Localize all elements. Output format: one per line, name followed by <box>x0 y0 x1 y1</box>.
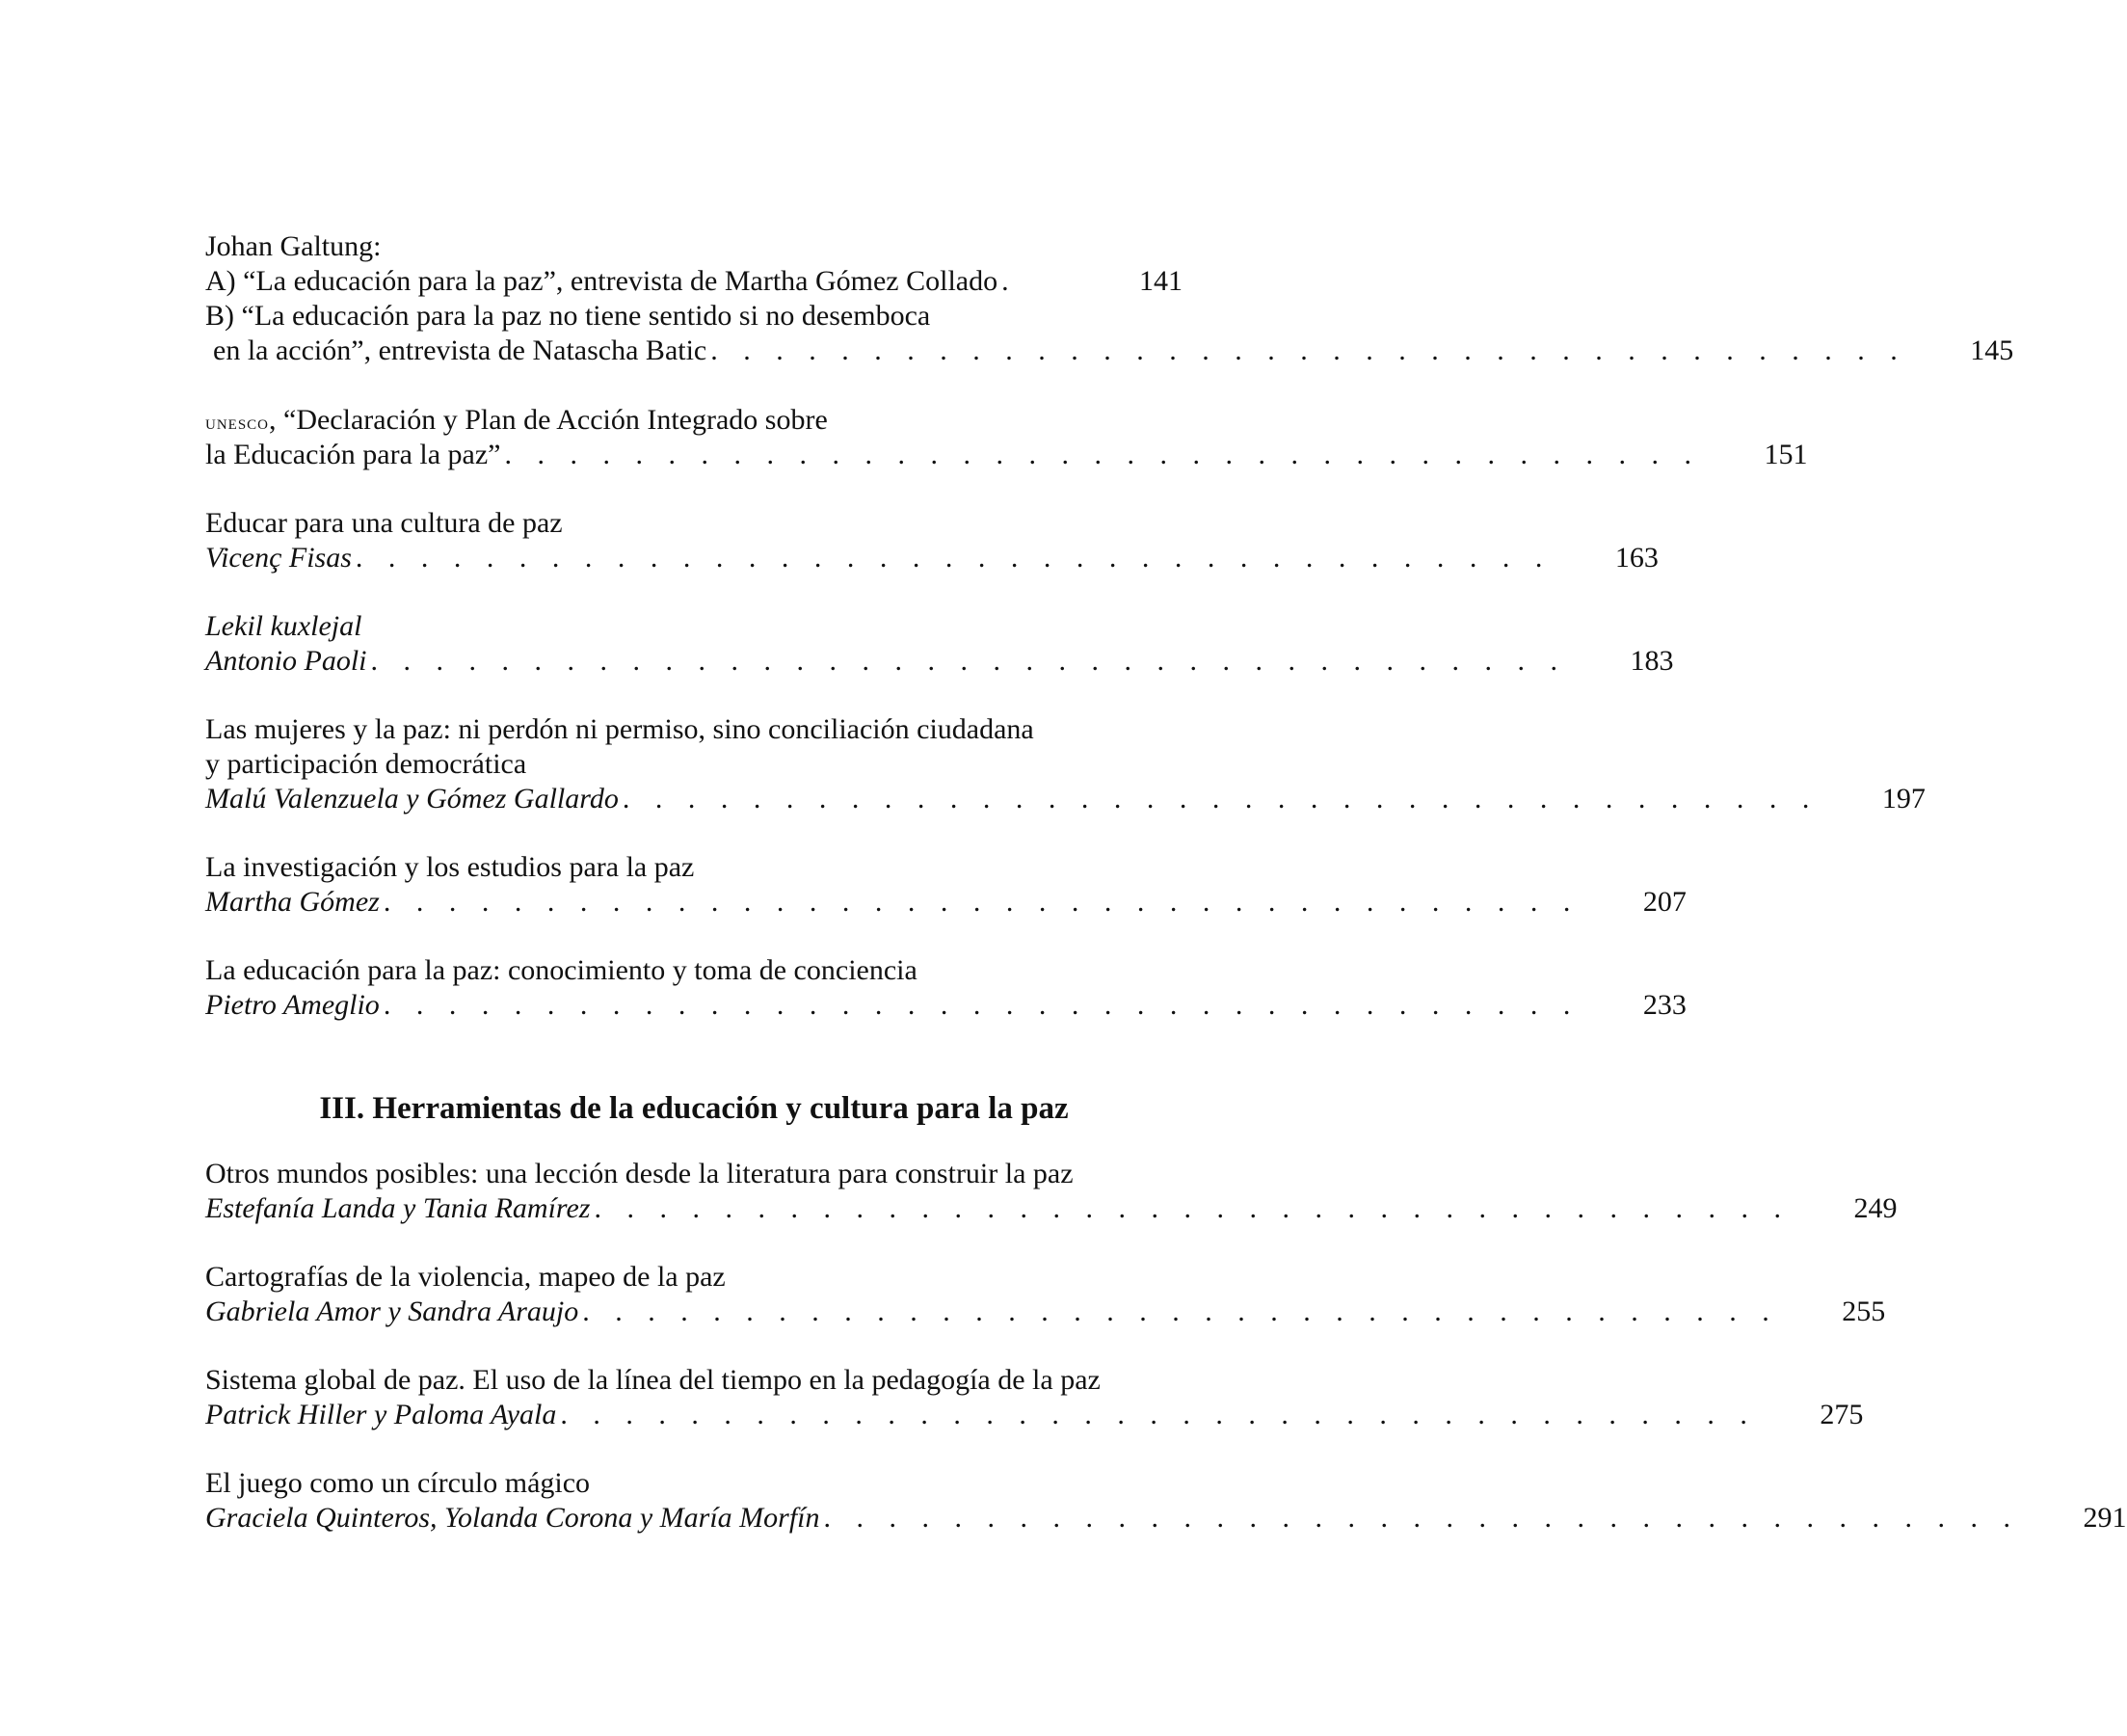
dot-leader: . . . . . . . . . . . . . . . . . . . . . . . . . . . . . . . . . . . . . <box>710 334 1907 366</box>
toc-entry-title-line <box>205 506 1183 543</box>
toc-author-line <box>205 229 1183 266</box>
dot-leader: . <box>1001 265 1019 297</box>
toc-entry[interactable] <box>205 885 1687 921</box>
entry-title: , “Declaración y Plan de Acción Integrado sobre <box>269 404 828 436</box>
page-number: 163 <box>1614 542 1659 574</box>
toc-entry[interactable] <box>205 1501 2127 1537</box>
toc-entry[interactable] <box>205 1191 1898 1228</box>
toc-entry-title-line <box>205 1466 1183 1503</box>
toc-entry-title-line <box>205 609 1183 646</box>
toc-entry-title-line <box>205 850 1183 887</box>
dot-leader: . . . . . . . . . . . . . . . . . . . . . . . . . . . . . . . . . . . . . <box>504 439 1701 470</box>
page-number: 207 <box>1642 886 1687 918</box>
toc-entry-galtung-a[interactable] <box>205 264 1183 301</box>
entry-author: Malú Valenzuela y Gómez Gallardo <box>205 783 619 815</box>
entry-title: Cartografías de la violencia, mapeo de la paz <box>205 1261 726 1293</box>
dot-leader: . . . . . . . . . . . . . . . . . . . . . . . . . . . . . . . . . . . . . <box>370 645 1567 677</box>
entry-title: La investigación y los estudios para la paz <box>205 851 695 883</box>
entry-title: A) “La educación para la paz”, entrevista de Martha Gómez Collado <box>205 265 998 297</box>
org-name: unesco <box>205 410 270 434</box>
entry-title: El juego como un círculo mágico <box>205 1467 591 1499</box>
entry-author: Gabriela Amor y Sandra Araujo <box>205 1295 579 1327</box>
toc-entry-unesco[interactable] <box>205 438 1808 474</box>
page-number: 141 <box>1139 265 1183 297</box>
toc-entry-title-line <box>205 299 1183 335</box>
entry-title: Lekil kuxlejal <box>205 610 362 642</box>
toc-entry[interactable] <box>205 541 1659 577</box>
entry-author: Martha Gómez <box>205 886 380 918</box>
dot-leader: . . . . . . . . . . . . . . . . . . . . . . . . . . . . . . . . . . . . . <box>560 1399 1757 1430</box>
entry-author: Estefanía Landa y Tania Ramírez <box>205 1192 591 1224</box>
toc-entry-title-line <box>205 403 1183 440</box>
entry-title: la Educación para la paz” <box>205 439 501 470</box>
toc-entry[interactable] <box>205 644 1674 681</box>
entry-title: La educación para la paz: conocimiento y toma de conciencia <box>205 954 917 986</box>
page-number: 183 <box>1630 645 1674 677</box>
toc-entry-title-line <box>205 1363 1183 1400</box>
page-number: 255 <box>1842 1295 1886 1327</box>
toc-entry-title-line <box>205 712 1183 749</box>
entry-title: Sistema global de paz. El uso de la línea del tiempo en la pedagogía de la paz <box>205 1364 1101 1396</box>
entry-author: Vicenç Fisas <box>205 542 352 574</box>
dot-leader: . . . . . . . . . . . . . . . . . . . . . . . . . . . . . . . . . . . . . <box>383 989 1580 1021</box>
dot-leader: . . . . . . . . . . . . . . . . . . . . . . . . . . . . . . . . . . . . . <box>594 1192 1791 1224</box>
entry-title: en la acción”, entrevista de Natascha Batic <box>213 334 707 366</box>
toc-entry-title-line <box>205 953 1183 990</box>
entry-author: Graciela Quinteros, Yolanda Corona y María Morfín <box>205 1502 820 1534</box>
entry-title: Las mujeres y la paz: ni perdón ni permiso, sino conciliación ciudadana <box>205 713 1034 745</box>
toc-entry[interactable] <box>205 1295 1886 1331</box>
toc-entry-galtung-b[interactable] <box>205 334 2014 370</box>
dot-leader: . . . . . . . . . . . . . . . . . . . . . . . . . . . . . . . . . . . . . <box>355 542 1552 574</box>
entry-title: Otros mundos posibles: una lección desde la literatura para construir la paz <box>205 1158 1074 1189</box>
page-number: 197 <box>1881 783 1926 815</box>
toc-entry-title-line <box>205 1260 1183 1296</box>
dot-leader: . . . . . . . . . . . . . . . . . . . . . . . . . . . . . . . . . . . . . <box>622 783 1819 815</box>
section-heading: III. Herramientas de la educación y cultura para la paz <box>319 1091 1069 1126</box>
dot-leader: . . . . . . . . . . . . . . . . . . . . . . . . . . . . . . . . . . . . . <box>823 1502 2020 1534</box>
toc-entry-title-line <box>205 747 1183 784</box>
page-number: 275 <box>1820 1399 1864 1430</box>
entry-author: Antonio Paoli <box>205 645 367 677</box>
entry-title: B) “La educación para la paz no tiene sentido si no desemboca <box>205 300 931 332</box>
page-number: 249 <box>1853 1192 1898 1224</box>
author-name: Johan Galtung: <box>205 230 382 262</box>
page-number: 145 <box>1970 334 2014 366</box>
page-number: 291 <box>2083 1502 2127 1534</box>
toc-entry[interactable] <box>205 1398 1864 1434</box>
entry-author: Patrick Hiller y Paloma Ayala <box>205 1399 557 1430</box>
dot-leader: . . . . . . . . . . . . . . . . . . . . . . . . . . . . . . . . . . . . . <box>383 886 1580 918</box>
dot-leader: . . . . . . . . . . . . . . . . . . . . . . . . . . . . . . . . . . . . . <box>582 1295 1779 1327</box>
entry-title: y participación democrática <box>205 748 527 780</box>
page-number: 233 <box>1642 989 1687 1021</box>
toc-entry[interactable] <box>205 782 1926 818</box>
page-number: 151 <box>1764 439 1808 470</box>
entry-title: Educar para una cultura de paz <box>205 507 563 539</box>
toc-entry[interactable] <box>205 988 1687 1025</box>
toc-entry-title-line <box>205 1157 1183 1193</box>
entry-author: Pietro Ameglio <box>205 989 380 1021</box>
